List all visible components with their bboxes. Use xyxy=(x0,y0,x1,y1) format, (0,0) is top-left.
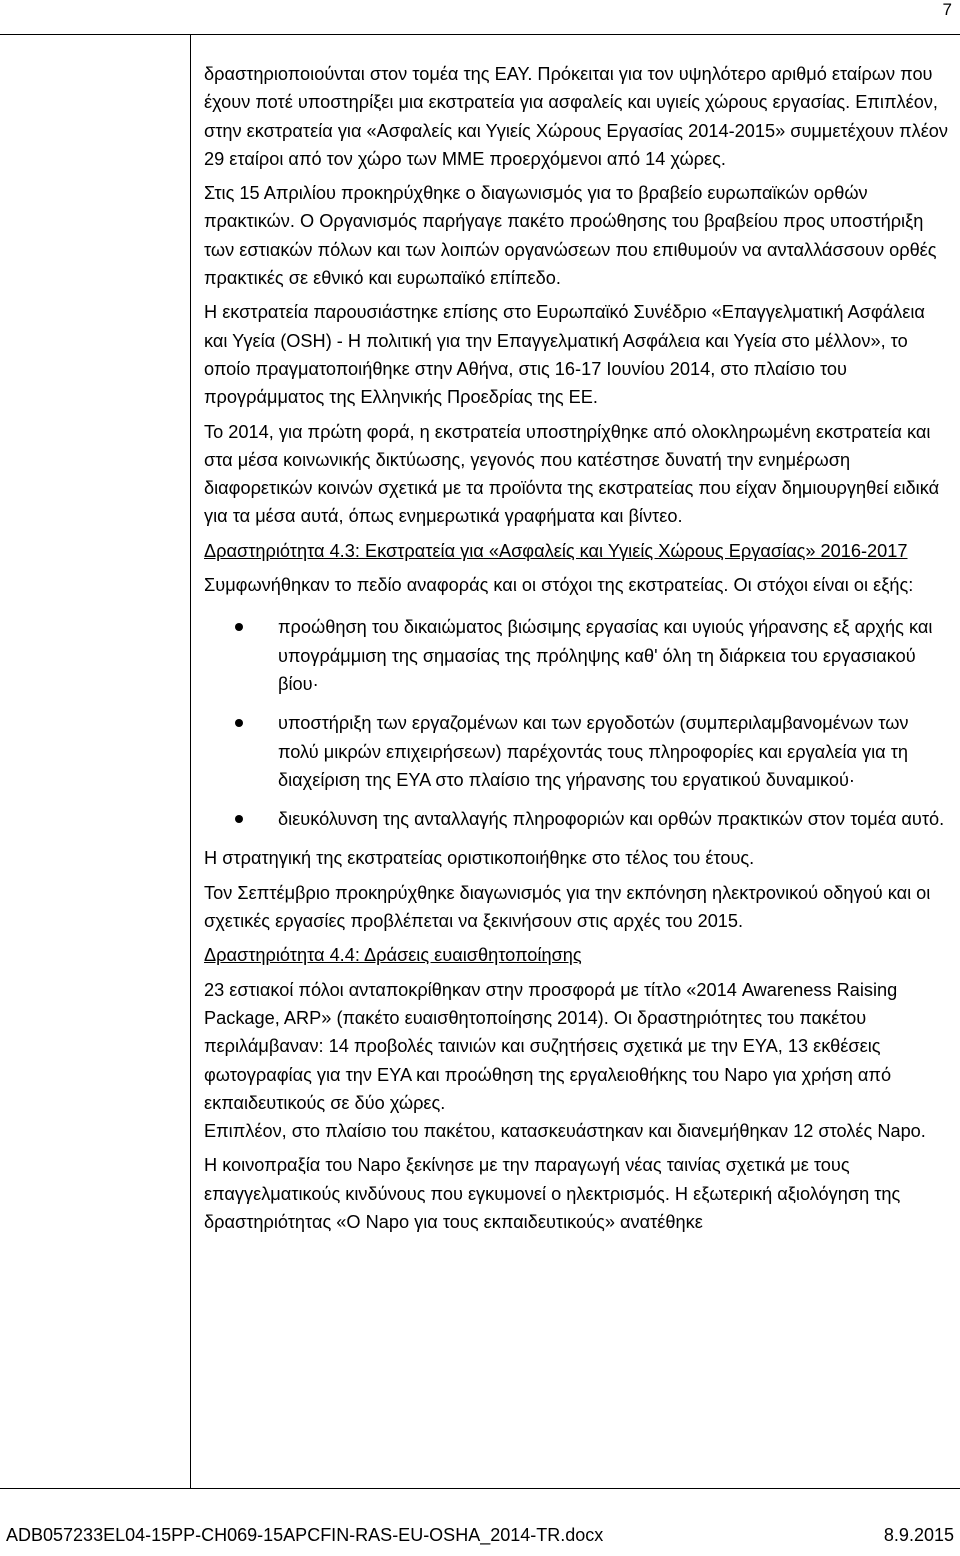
goal-item-support-workers: υποστήριξη των εργαζομένων και των εργοδοτών (συμπεριλαμβανομένων των πολύ μικρών επιχειρήσεων) παρέχοντάς τους πληροφορίες και εργαλεία για τη διαχείριση της ΕΥΑ στο πλαίσιο της γήρανσης του εργατικού δυναμικού· xyxy=(278,709,952,794)
paragraph-social-media: Το 2014, για πρώτη φορά, η εκστρατεία υποστηρίχθηκε από ολοκληρωμένη εκστρατεία και στα μέσα κοινωνικής δικτύωσης, γεγονός που κατέστησε δυνατή την ενημέρωση διαφορετικών κοινών σχετικά με τα προϊόντα της εκστρατείας που είχαν δημιουργηθεί ειδικά για τα μέσα αυτά, όπως ενημερωτικά γραφήματα και βίντεο. xyxy=(204,421,940,527)
paragraph-napo-costumes: Επιπλέον, στο πλαίσιο του πακέτου, κατασκευάστηκαν και διανεμήθηκαν 12 στολές Napo. xyxy=(204,1121,926,1142)
footer-rule xyxy=(0,1488,960,1489)
paragraph-e-guide: Τον Σεπτέμβριο προκηρύχθηκε διαγωνισμός για την εκπόνηση ηλεκτρονικού οδηγού και οι σχετικές εργασίες προβλέπεται να ξεκινήσουν στις αρχές του 2015. xyxy=(204,882,931,932)
activity-4-4-heading: Δραστηριότητα 4.4: Δράσεις ευαισθητοποίησης xyxy=(204,945,582,966)
footer-date: 8.9.2015 xyxy=(883,1525,954,1545)
paragraph-arp: 23 εστιακοί πόλοι ανταποκρίθηκαν στην προσφορά με τίτλο «2014 Awareness Raising Package, ARP» (πακέτο ευαισθητοποίησης 2014). Οι δραστηριότητες του πακέτου περιλάμβαναν: 14 προβολές ταινιών και συζητήσεις σχετικά με την ΕΥΑ, 13 εκθέσεις φωτογραφίας για την ΕΥΑ και προώθηση της εργαλειοθήκης του Napo για χρήση από εκπαιδευτικούς σε δύο χώρες. xyxy=(204,979,898,1113)
paragraph-partners: δραστηριοποιούνται στον τομέα της ΕΑΥ. Πρόκειται για τον υψηλότερο αριθμό εταίρων που έχουν ποτέ υποστηρίξει μια εκστρατεία για ασφαλείς και υγιείς χώρους εργασίας. Επιπλέον, στην εκστρατεία για «Ασφαλείς και Υγιείς Χώρους Εργασίας 2014-2015» συμμετέχουν πλέον 29 εταίροι από τον χώρο των ΜΜΕ προερχόμενοι από 14 χώρες. xyxy=(204,64,949,169)
margin-rule xyxy=(190,34,191,1488)
page-number: 7 xyxy=(942,0,952,19)
goal-item-sustainable-work: προώθηση του δικαιώματος βιώσιμης εργασίας και υγιούς γήρανσης εξ αρχής και υπογράμμιση της σημασίας της πρόληψης καθ' όλη τη διάρκεια του εργασιακού βίου· xyxy=(278,613,952,698)
footer-filename: ADB057233EL04-15PP-CH069-15APCFIN-RAS-EU-OSHA_2014-TR.docx xyxy=(6,1525,604,1545)
paragraph-strategy: Η στρατηγική της εκστρατείας οριστικοποιήθηκε στο τέλος του έτους. xyxy=(204,848,755,869)
activity-4-3-intro: Συμφωνήθηκαν το πεδίο αναφοράς και οι στόχοι της εκστρατείας. Οι στόχοι είναι οι εξής: xyxy=(204,575,914,596)
goals-list xyxy=(204,613,952,833)
paragraph-napo-film: Η κοινοπραξία του Napo ξεκίνησε με την παραγωγή νέας ταινίας σχετικά με τους επαγγελματικούς κινδύνους που εγκυμονεί ο ηλεκτρισμός. Η εξωτερική αξιολόγηση της δραστηριότητας «Ο Napo για τους εκπαιδευτικούς» ανατέθηκε xyxy=(204,1155,901,1232)
header-rule xyxy=(0,34,960,35)
document-body xyxy=(204,60,952,1242)
paragraph-award: Στις 15 Απριλίου προκηρύχθηκε ο διαγωνισμός για το βραβείο ευρωπαϊκών ορθών πρακτικών. Ο Οργανισμός παρήγαγε πακέτο προώθησης του βραβείου προς υποστήριξη των εστιακών πόλων και των λοιπών οργανώσεων που επιθυμούν να ανταλλάσσουν ορθές πρακτικές σε εθνικό και ευρωπαϊκό επίπεδο. xyxy=(204,183,937,289)
goal-item-exchange-practices: διευκόλυνση της ανταλλαγής πληροφοριών και ορθών πρακτικών στον τομέα αυτό. xyxy=(278,805,952,833)
paragraph-conference: Η εκστρατεία παρουσιάστηκε επίσης στο Ευρωπαϊκό Συνέδριο «Επαγγελματική Ασφάλεια και Υγεία (OSH) - Η πολιτική για την Επαγγελματική Ασφάλεια και Υγεία στο μέλλον», το οποίο πραγματοποιήθηκε στην Αθήνα, στις 16-17 Ιουνίου 2014, στο πλαίσιο του προγράμματος της Ελληνικής Προεδρίας της ΕΕ. xyxy=(204,302,925,408)
activity-4-3-heading: Δραστηριότητα 4.3: Εκστρατεία για «Ασφαλείς και Υγιείς Χώρους Εργασίας» 2016-2017 xyxy=(204,540,908,561)
